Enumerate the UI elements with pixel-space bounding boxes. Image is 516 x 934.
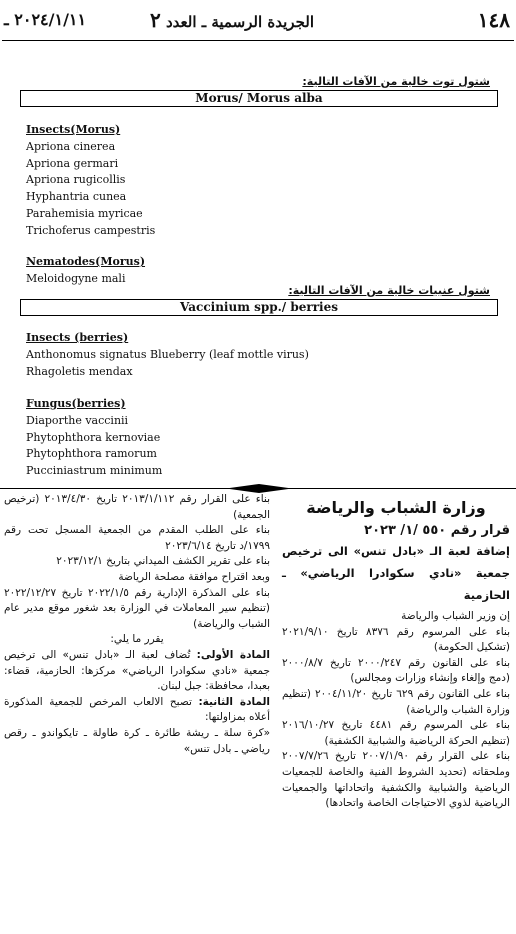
pest-item: Anthonomus signatus Blueberry (leaf mottle virus) [26, 347, 309, 361]
morus-heading: Morus/ Morus alba [20, 90, 498, 107]
vaccinium-insects-group [26, 330, 309, 380]
article-1 [4, 648, 270, 695]
pest-item: Pucciniastrum minimum [26, 464, 163, 478]
vaccinium-caption: شتول عنبيات خالية من الآفات التالية: [288, 284, 490, 297]
recital: بناء على المذكرة الإدارية رقم ٢٠٢٢/١/٥ تاريخ ٢٠٢٢/١٢/٢٧ (تنظيم سير المعاملات في الوزارة بعد شغور موقع مدير عام الشباب والرياضة) [4, 586, 270, 630]
decision-right-column [282, 492, 510, 812]
vaccinium-heading: Vaccinium spp./ berries [20, 299, 498, 316]
pest-item: Meloidogyne mali [26, 271, 126, 285]
article-2-text: تصبح الالعاب المرخص للجمعية المذكورة أعلاه بمزاولتها: [4, 695, 270, 724]
morus-insects-group [26, 122, 155, 240]
group-title: Nematodes(Morus) [26, 255, 146, 268]
decision-subject: إضافة لعبة الـ «بادل تنس» الى ترخيص جمعية «نادي سكوادرا الرياضي» ـ الحازمية [282, 544, 510, 602]
article-1-text: تُضاف لعبة الـ «بادل تنس» الى ترخيص جمعية «نادي سكوادرا الرياضي» مركزها: الحازمية، قضاء: بعبدا، محافظة: جبل لبنان. [4, 648, 270, 693]
decision-left-column [4, 492, 270, 757]
minister-line: إن وزير الشباب والرياضة [401, 610, 510, 622]
section-divider [0, 486, 516, 491]
group-title: Fungus(berries) [26, 397, 126, 410]
gazette-name: الجريدة الرسمية ـ العدد [165, 13, 314, 31]
recital: بناء على الطلب المقدم من الجمعية المسجل تحت رقم ١٧٩٩/د تاريخ ٢٠٢٣/٦/١٤ [4, 524, 270, 552]
pest-item: Rhagoletis mendax [26, 364, 133, 378]
page-header [0, 0, 516, 42]
pest-item: Trichoferus campestris [26, 223, 156, 237]
pest-item: Apriona germari [26, 156, 119, 170]
group-title: Insects (berries) [26, 331, 129, 344]
pest-item: Apriona rugicollis [26, 173, 126, 187]
article-2 [4, 695, 270, 726]
sports-list: «كرة سلة ـ ريشة طائرة ـ كرة طاولة ـ تايكواندو ـ رقص رياضي ـ بادل تنس» [4, 726, 270, 755]
header-rule [2, 40, 514, 41]
recital: بناء على القرار رقم ٢٠١٣/١/١١٢ تاريخ ٢٠١٣/٤/٣٠ (ترخيص الجمعية) [4, 493, 270, 521]
page-number: ١٤٨ [477, 8, 510, 32]
recital: بناء على المرسوم رقم ٤٤٨١ تاريخ ٢٠١٦/١٠/٢٧ (تنظيم الحركة الرياضية والشبابية الكشفية) [282, 719, 510, 747]
pest-item: Diaporthe vaccinii [26, 413, 129, 427]
ministry-title: وزارة الشباب والرياضة [306, 498, 486, 517]
issue-number: ٢ [150, 8, 161, 32]
pest-item: Parahemisia myricae [26, 206, 143, 220]
article-1-label: المادة الأولى: [196, 648, 270, 661]
pest-item: Phytophthora kernoviae [26, 430, 161, 444]
vaccinium-fungus-group [26, 396, 162, 480]
morus-caption: شتول توت خالية من الآفات التالية: [302, 75, 490, 88]
group-title: Insects(Morus) [26, 123, 121, 136]
decides-line: يقرر ما يلي: [110, 633, 164, 646]
pest-item: Phytophthora ramorum [26, 447, 157, 461]
recital: بناء على المرسوم رقم ٨٣٧٦ تاريخ ٢٠٢١/٩/١٠ (تشكيل الحكومة) [282, 625, 510, 654]
morus-nematodes-group [26, 254, 145, 288]
recital: بناء على القانون رقم ٢٠٠٠/٢٤٧ تاريخ ٢٠٠٠/٨/٧ (دمج وإلغاء وإنشاء وزارات ومجالس) [282, 656, 510, 685]
recital: بناء على القانون رقم ٦٢٩ تاريخ ٢٠٠٤/١١/٢٠ (تنظيم وزارة الشباب والرياضة) [282, 687, 510, 716]
pest-item: Hyphantria cunea [26, 190, 127, 204]
recital: بناء على القرار رقم ٢٠٠٧/١/٩٠ تاريخ ٢٠٠٧/٧/٢٦ وملحقاته (تحديد الشروط الفنية والخاصة للجمعيات الرياضية والشبابية والكشفية واتحاداتها والجمعيات الرياضية لذوي الاحتياجات الخاصة واتحادها) [282, 750, 510, 810]
recital: بناء على تقرير الكشف الميداني بتاريخ ٢٠٢٣/١٢/١ [56, 555, 270, 568]
article-2-label: المادة الثانية: [198, 695, 270, 708]
issue-date: ٢٠٢٤/١/١١ ـ [4, 10, 87, 29]
pest-item: Apriona cinerea [26, 139, 116, 153]
decision-number: قرار رقم ٥٥٠ /١/ ٢٠٢٣ [364, 523, 510, 538]
recital: وبعد اقتراح موافقة مصلحة الرياضة [118, 570, 270, 583]
gazette-title [150, 8, 314, 32]
